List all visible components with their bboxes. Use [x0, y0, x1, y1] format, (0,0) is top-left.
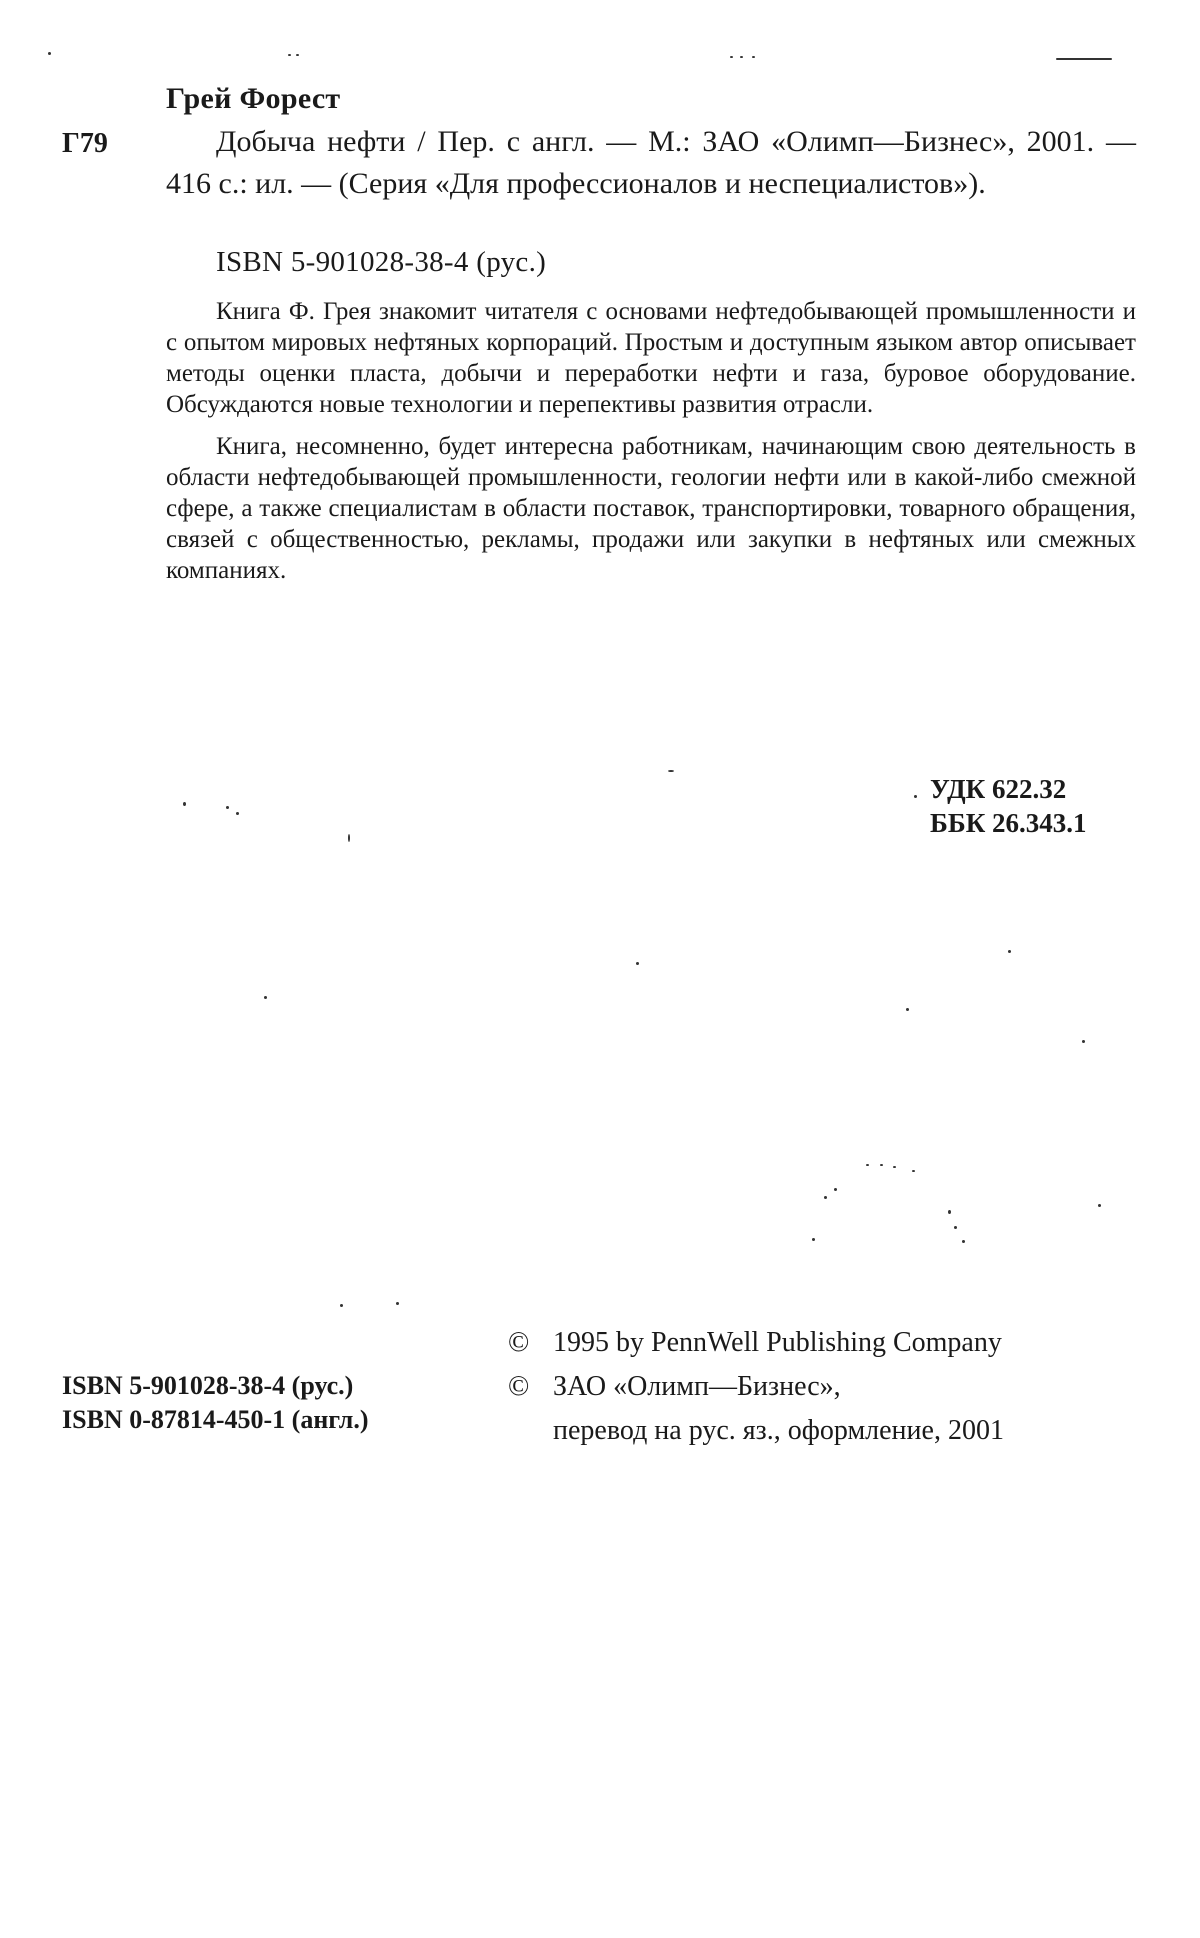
copyright-row [508, 1321, 1004, 1365]
scan-speck [912, 1170, 915, 1172]
scan-speck [1082, 1040, 1085, 1043]
annotation [166, 296, 1136, 597]
isbn-eng: ISBN 0-87814-450-1 (англ.) [62, 1405, 369, 1434]
scan-speck [812, 1238, 815, 1241]
copyright-olimp-details: перевод на рус. яз., оформление, 2001 [553, 1415, 1004, 1446]
bbk-code: ББК 26.343.1 [930, 808, 1087, 838]
scan-speck [730, 56, 733, 58]
scan-speck [740, 56, 743, 58]
annotation-paragraph: Книга, несомненно, будет интересна работникам, начинающим свою деятельность в области нефтедобывающей промышленности, геологии нефти или в какой-либо смежной сфере, а также специалистам в области поставок, транспортировки, товарного обращения, связей с общественностью, рекламы, продажи или закупки в нефтяных или смежных компаниях. [166, 433, 1136, 584]
scan-speck [340, 1304, 343, 1307]
scan-speck [348, 834, 350, 842]
scan-speck [264, 996, 267, 999]
bibliographic-description [166, 121, 1136, 205]
copyright-icon: © [508, 1327, 530, 1358]
scan-speck [866, 1164, 869, 1166]
scan-speck [834, 1188, 837, 1191]
scan-speck [183, 802, 186, 806]
title-paragraph: Добыча нефти / Пер. с англ. — М.: ЗАО «Олимп—Бизнес», 2001. — 416 с.: ил. — (Серия «Для профессионалов и неспециалистов»). [166, 125, 1136, 200]
isbn-block [62, 1369, 369, 1437]
scan-speck [906, 1008, 909, 1011]
copyright-row [508, 1365, 1004, 1409]
scan-speck [48, 52, 51, 55]
udk-code: УДК 622.32 [930, 774, 1067, 804]
scan-speck [893, 1166, 896, 1168]
scan-speck [226, 806, 229, 809]
annotation-paragraph: Книга Ф. Грея знакомит читателя с основами нефтедобывающей промышленности и с опытом мировых нефтяных корпораций. Простым и доступным языком автор описывает методы оценки пласта, добычи и переработки нефти и газа, буровое оборудование. Обсуждаются новые технологии и перепективы развития отрасли. [166, 298, 1136, 418]
author-name: Грей Форест [166, 82, 341, 115]
scan-speck [636, 962, 639, 965]
classification-codes [930, 772, 1087, 840]
copyright-olimp: ЗАО «Олимп—Бизнес», [553, 1371, 841, 1402]
scan-speck [1098, 1204, 1101, 1207]
scan-speck [954, 1226, 957, 1229]
scan-speck [914, 795, 917, 798]
isbn-rus: ISBN 5-901028-38-4 (рус.) [62, 1371, 354, 1400]
copyright-row [508, 1409, 1004, 1453]
scan-speck [236, 812, 239, 815]
scan-speck [668, 770, 674, 772]
scan-speck [1056, 58, 1112, 60]
scan-speck [752, 56, 755, 58]
scan-speck [880, 1164, 883, 1166]
scan-speck [824, 1196, 827, 1199]
scan-speck [1008, 950, 1011, 953]
scan-speck [962, 1240, 965, 1243]
scan-speck [288, 54, 291, 56]
copyright-icon: © [508, 1371, 530, 1402]
catalog-code: Г79 [62, 128, 108, 159]
scan-speck [396, 1302, 399, 1305]
scan-speck [296, 54, 299, 56]
copyright-block [508, 1321, 1004, 1453]
isbn-line: ISBN 5-901028-38-4 (рус.) [216, 246, 547, 278]
copyright-pennwell: 1995 by PennWell Publishing Company [553, 1327, 1002, 1358]
scan-speck [948, 1210, 951, 1214]
